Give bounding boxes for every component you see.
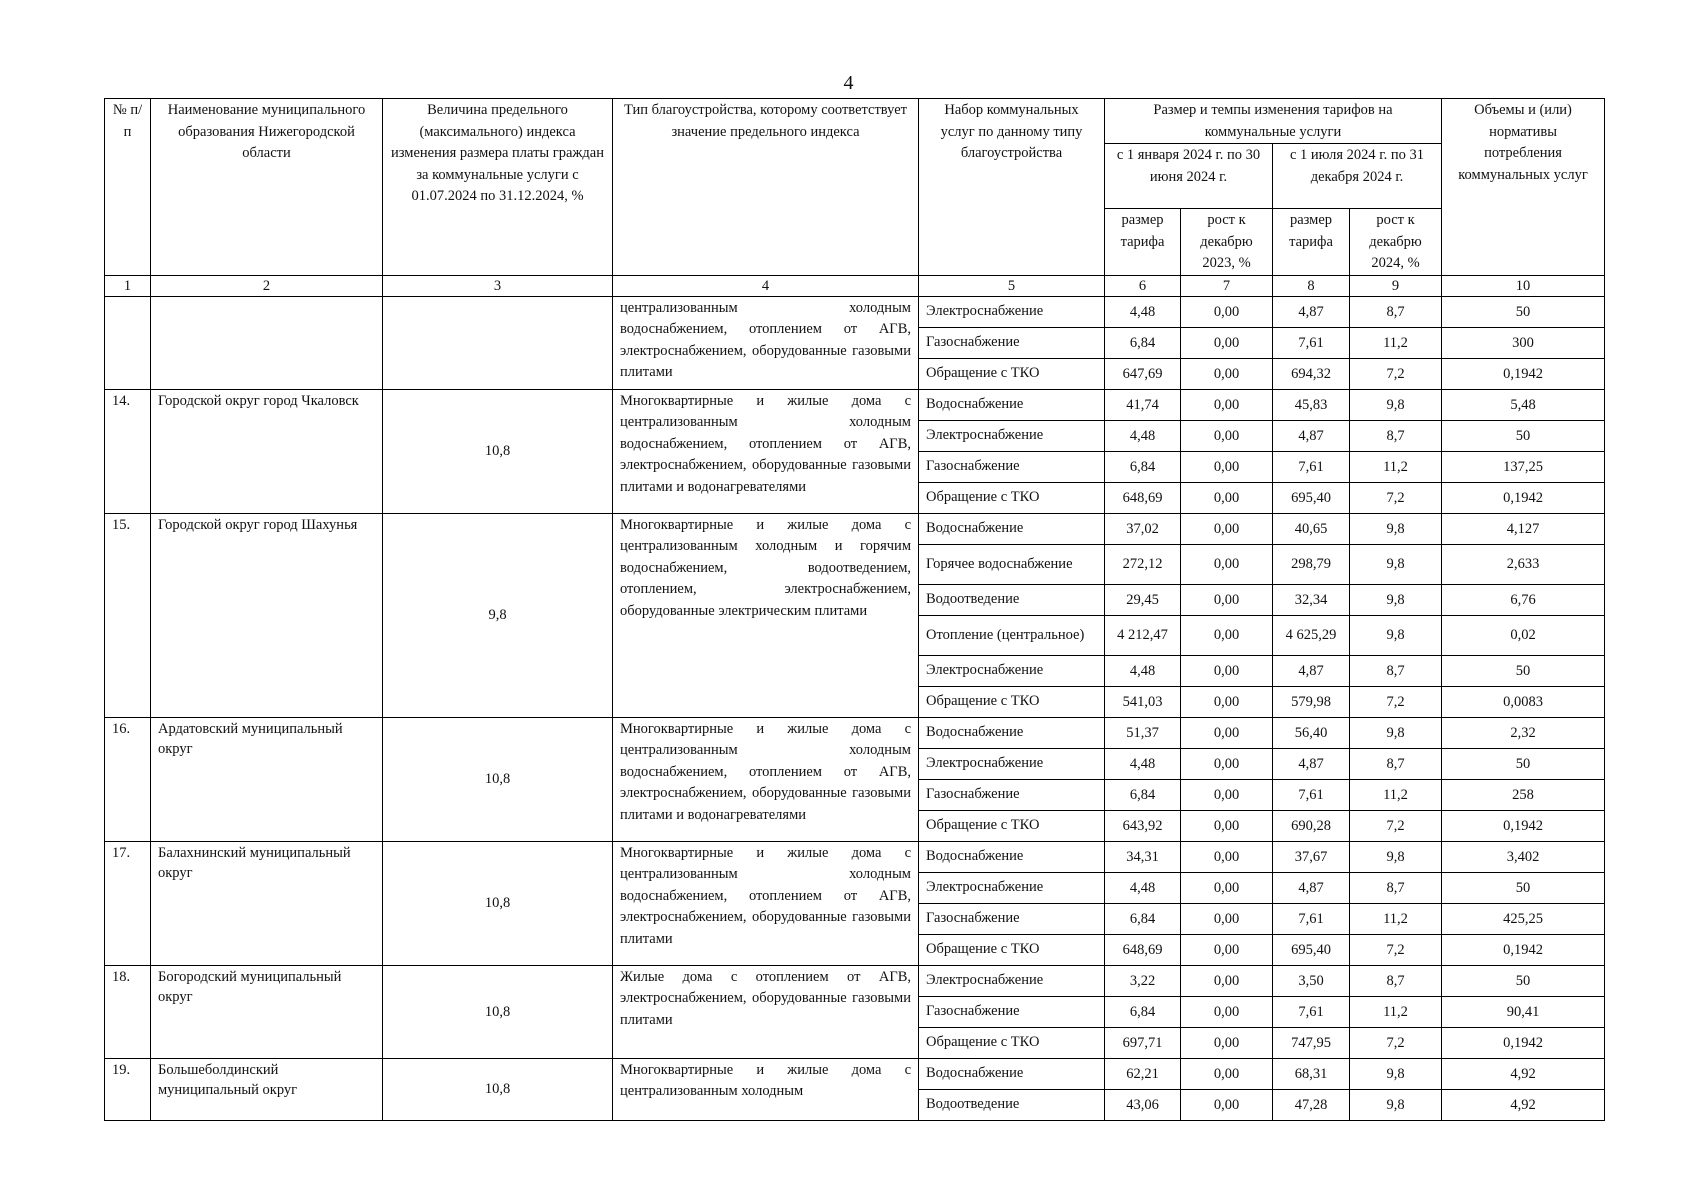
- table-row: [105, 513, 1605, 544]
- growth-second-half: 8,7: [1350, 296, 1442, 327]
- growth-first-half: 0,00: [1181, 934, 1273, 965]
- growth-second-half: 7,2: [1350, 358, 1442, 389]
- tariff-first-half: 4,48: [1105, 748, 1181, 779]
- row-number: [105, 296, 151, 389]
- consumption-norm: 50: [1442, 872, 1605, 903]
- max-index-value: 10,8: [383, 841, 613, 965]
- column-number: 6: [1105, 275, 1181, 296]
- growth-first-half: 0,00: [1181, 686, 1273, 717]
- consumption-norm: 90,41: [1442, 996, 1605, 1027]
- row-number: 14.: [105, 389, 151, 513]
- growth-second-half: 8,7: [1350, 965, 1442, 996]
- growth-first-half: 0,00: [1181, 841, 1273, 872]
- consumption-norm: 3,402: [1442, 841, 1605, 872]
- consumption-norm: 137,25: [1442, 451, 1605, 482]
- service-name: Электроснабжение: [919, 748, 1105, 779]
- service-name: Электроснабжение: [919, 872, 1105, 903]
- service-name: Обращение с ТКО: [919, 686, 1105, 717]
- tariff-second-half: 37,67: [1273, 841, 1350, 872]
- tariff-first-half: 648,69: [1105, 482, 1181, 513]
- tariff-first-half: 6,84: [1105, 779, 1181, 810]
- service-name: Электроснабжение: [919, 655, 1105, 686]
- max-index-value: 9,8: [383, 513, 613, 717]
- growth-second-half: 9,8: [1350, 841, 1442, 872]
- service-name: Газоснабжение: [919, 327, 1105, 358]
- column-number: 1: [105, 275, 151, 296]
- tariff-first-half: 6,84: [1105, 327, 1181, 358]
- tariff-first-half: 51,37: [1105, 717, 1181, 748]
- service-name: Электроснабжение: [919, 420, 1105, 451]
- growth-first-half: 0,00: [1181, 965, 1273, 996]
- header-tariff-changes: Размер и темпы изменения тарифов на коммунальные услуги: [1105, 99, 1442, 144]
- growth-first-half: 0,00: [1181, 717, 1273, 748]
- service-name: Водоснабжение: [919, 513, 1105, 544]
- tariff-second-half: 694,32: [1273, 358, 1350, 389]
- tariff-second-half: 747,95: [1273, 1027, 1350, 1058]
- growth-second-half: 9,8: [1350, 584, 1442, 615]
- table-row: [105, 717, 1605, 748]
- tariff-second-half: 68,31: [1273, 1058, 1350, 1089]
- growth-first-half: 0,00: [1181, 872, 1273, 903]
- growth-second-half: 11,2: [1350, 996, 1442, 1027]
- consumption-norm: 5,48: [1442, 389, 1605, 420]
- improvement-type: Многоквартирные и жилые дома с централизованным холодным водоснабжением, отоплением от АГВ, электроснабжением, оборудованные газовыми плитами и водонагревателями: [613, 389, 919, 513]
- tariff-second-half: 56,40: [1273, 717, 1350, 748]
- improvement-type: централизованным холодным водоснабжением, отоплением от АГВ, электроснабжением, оборудованные газовыми плитами: [613, 296, 919, 389]
- tariff-first-half: 541,03: [1105, 686, 1181, 717]
- tariff-second-half: 45,83: [1273, 389, 1350, 420]
- row-number: 16.: [105, 717, 151, 841]
- improvement-type: Жилые дома с отоплением от АГВ, электроснабжением, оборудованные газовыми плитами: [613, 965, 919, 1058]
- growth-first-half: 0,00: [1181, 584, 1273, 615]
- tariff-first-half: 4,48: [1105, 296, 1181, 327]
- service-name: Отопление (центральное): [919, 615, 1105, 655]
- tariff-second-half: 32,34: [1273, 584, 1350, 615]
- row-number: 17.: [105, 841, 151, 965]
- table-row: [105, 1058, 1605, 1089]
- service-name: Газоснабжение: [919, 451, 1105, 482]
- growth-second-half: 9,8: [1350, 513, 1442, 544]
- tariff-second-half: 3,50: [1273, 965, 1350, 996]
- tariff-first-half: 6,84: [1105, 903, 1181, 934]
- column-number: 5: [919, 275, 1105, 296]
- consumption-norm: 0,1942: [1442, 358, 1605, 389]
- growth-first-half: 0,00: [1181, 513, 1273, 544]
- consumption-norm: 50: [1442, 296, 1605, 327]
- consumption-norm: 258: [1442, 779, 1605, 810]
- max-index-value: 10,8: [383, 965, 613, 1058]
- consumption-norm: 0,1942: [1442, 810, 1605, 841]
- consumption-norm: 0,0083: [1442, 686, 1605, 717]
- row-number: 19.: [105, 1058, 151, 1120]
- tariff-first-half: 43,06: [1105, 1089, 1181, 1120]
- tariff-second-half: 579,98: [1273, 686, 1350, 717]
- max-index-value: 10,8: [383, 717, 613, 841]
- growth-second-half: 7,2: [1350, 934, 1442, 965]
- growth-second-half: 9,8: [1350, 615, 1442, 655]
- consumption-norm: 300: [1442, 327, 1605, 358]
- growth-first-half: 0,00: [1181, 996, 1273, 1027]
- table-row: [105, 389, 1605, 420]
- tariff-first-half: 62,21: [1105, 1058, 1181, 1089]
- growth-first-half: 0,00: [1181, 451, 1273, 482]
- header-period-second-half: с 1 июля 2024 г. по 31 декабря 2024 г.: [1273, 144, 1442, 209]
- growth-second-half: 9,8: [1350, 1058, 1442, 1089]
- service-name: Горячее водоснабжение: [919, 544, 1105, 584]
- growth-second-half: 9,8: [1350, 1089, 1442, 1120]
- tariff-first-half: 4,48: [1105, 655, 1181, 686]
- consumption-norm: 2,32: [1442, 717, 1605, 748]
- tariff-first-half: 41,74: [1105, 389, 1181, 420]
- growth-second-half: 9,8: [1350, 544, 1442, 584]
- header-period-first-half: с 1 января 2024 г. по 30 июня 2024 г.: [1105, 144, 1273, 209]
- tariff-second-half: 4,87: [1273, 872, 1350, 903]
- consumption-norm: 0,02: [1442, 615, 1605, 655]
- tariff-second-half: 7,61: [1273, 451, 1350, 482]
- header-max-index: Величина предельного (максимального) индекса изменения размера платы граждан за коммунальные услуги с 01.07.2024 по 31.12.2024, %: [383, 99, 613, 276]
- tariff-second-half: 298,79: [1273, 544, 1350, 584]
- max-index-value: 10,8: [383, 1058, 613, 1120]
- municipality-name: Богородский муниципальный округ: [151, 965, 383, 1058]
- tariff-first-half: 4,48: [1105, 872, 1181, 903]
- tariff-second-half: 7,61: [1273, 779, 1350, 810]
- growth-first-half: 0,00: [1181, 810, 1273, 841]
- growth-first-half: 0,00: [1181, 779, 1273, 810]
- tariff-first-half: 37,02: [1105, 513, 1181, 544]
- header-row-number: № п/п: [105, 99, 151, 276]
- consumption-norm: 50: [1442, 420, 1605, 451]
- growth-first-half: 0,00: [1181, 1089, 1273, 1120]
- growth-first-half: 0,00: [1181, 358, 1273, 389]
- header-consumption-norms: Объемы и (или) нормативы потребления коммунальных услуг: [1442, 99, 1605, 276]
- column-number: 2: [151, 275, 383, 296]
- tariff-second-half: 4 625,29: [1273, 615, 1350, 655]
- growth-first-half: 0,00: [1181, 327, 1273, 358]
- max-index-value: 10,8: [383, 389, 613, 513]
- improvement-type: Многоквартирные и жилые дома с централизованным холодным и горячим водоснабжением, водоотведением, отоплением, электроснабжением, оборудованные электрическим плитами: [613, 513, 919, 717]
- service-name: Водоотведение: [919, 584, 1105, 615]
- growth-second-half: 11,2: [1350, 903, 1442, 934]
- municipality-name: [151, 296, 383, 389]
- tariff-first-half: 3,22: [1105, 965, 1181, 996]
- tariff-second-half: 4,87: [1273, 420, 1350, 451]
- consumption-norm: 0,1942: [1442, 934, 1605, 965]
- service-name: Электроснабжение: [919, 965, 1105, 996]
- growth-second-half: 7,2: [1350, 1027, 1442, 1058]
- tariff-second-half: 4,87: [1273, 748, 1350, 779]
- service-name: Водоснабжение: [919, 389, 1105, 420]
- consumption-norm: 6,76: [1442, 584, 1605, 615]
- growth-first-half: 0,00: [1181, 655, 1273, 686]
- improvement-type: Многоквартирные и жилые дома с централизованным холодным: [613, 1058, 919, 1120]
- column-numbers-row: [105, 275, 1605, 296]
- service-name: Газоснабжение: [919, 903, 1105, 934]
- municipality-name: Балахнинский муниципальный округ: [151, 841, 383, 965]
- consumption-norm: 425,25: [1442, 903, 1605, 934]
- growth-second-half: 11,2: [1350, 327, 1442, 358]
- growth-first-half: 0,00: [1181, 903, 1273, 934]
- column-number: 9: [1350, 275, 1442, 296]
- tariff-table: [104, 98, 1605, 1121]
- service-name: Обращение с ТКО: [919, 358, 1105, 389]
- growth-second-half: 11,2: [1350, 451, 1442, 482]
- column-number: 10: [1442, 275, 1605, 296]
- tariff-first-half: 272,12: [1105, 544, 1181, 584]
- growth-second-half: 7,2: [1350, 482, 1442, 513]
- tariff-first-half: 6,84: [1105, 996, 1181, 1027]
- tariff-second-half: 7,61: [1273, 996, 1350, 1027]
- growth-second-half: 8,7: [1350, 748, 1442, 779]
- tariff-second-half: 40,65: [1273, 513, 1350, 544]
- growth-first-half: 0,00: [1181, 1027, 1273, 1058]
- consumption-norm: 2,633: [1442, 544, 1605, 584]
- table-row: [105, 965, 1605, 996]
- growth-second-half: 9,8: [1350, 389, 1442, 420]
- municipality-name: Городской округ город Шахунья: [151, 513, 383, 717]
- consumption-norm: 4,92: [1442, 1058, 1605, 1089]
- service-name: Обращение с ТКО: [919, 482, 1105, 513]
- row-number: 18.: [105, 965, 151, 1058]
- growth-first-half: 0,00: [1181, 1058, 1273, 1089]
- header-tariff-size-1: размер тарифа: [1105, 209, 1181, 276]
- column-number: 7: [1181, 275, 1273, 296]
- header-improvement-type: Тип благоустройства, которому соответствует значение предельного индекса: [613, 99, 919, 276]
- header-growth-1: рост к декабрю 2023, %: [1181, 209, 1273, 276]
- header-growth-2: рост к декабрю 2024, %: [1350, 209, 1442, 276]
- growth-second-half: 8,7: [1350, 655, 1442, 686]
- tariff-second-half: 690,28: [1273, 810, 1350, 841]
- table-row: [105, 296, 1605, 327]
- growth-second-half: 8,7: [1350, 872, 1442, 903]
- growth-second-half: 7,2: [1350, 810, 1442, 841]
- growth-first-half: 0,00: [1181, 748, 1273, 779]
- growth-first-half: 0,00: [1181, 420, 1273, 451]
- growth-second-half: 8,7: [1350, 420, 1442, 451]
- growth-first-half: 0,00: [1181, 615, 1273, 655]
- consumption-norm: 50: [1442, 655, 1605, 686]
- tariff-first-half: 648,69: [1105, 934, 1181, 965]
- service-name: Водоснабжение: [919, 717, 1105, 748]
- consumption-norm: 50: [1442, 965, 1605, 996]
- column-number: 4: [613, 275, 919, 296]
- tariff-second-half: 4,87: [1273, 296, 1350, 327]
- service-name: Газоснабжение: [919, 779, 1105, 810]
- column-number: 8: [1273, 275, 1350, 296]
- tariff-second-half: 7,61: [1273, 903, 1350, 934]
- improvement-type: Многоквартирные и жилые дома с централизованным холодным водоснабжением, отоплением от АГВ, электроснабжением, оборудованные газовыми плитами: [613, 841, 919, 965]
- table-header: [105, 99, 1605, 297]
- tariff-second-half: 695,40: [1273, 934, 1350, 965]
- tariff-second-half: 4,87: [1273, 655, 1350, 686]
- tariff-first-half: 643,92: [1105, 810, 1181, 841]
- tariff-first-half: 29,45: [1105, 584, 1181, 615]
- table-row: [105, 841, 1605, 872]
- improvement-type: Многоквартирные и жилые дома с централизованным холодным водоснабжением, отоплением от АГВ, электроснабжением, оборудованные газовыми плитами и водонагревателями: [613, 717, 919, 841]
- tariff-first-half: 34,31: [1105, 841, 1181, 872]
- service-name: Электроснабжение: [919, 296, 1105, 327]
- consumption-norm: 0,1942: [1442, 1027, 1605, 1058]
- column-number: 3: [383, 275, 613, 296]
- municipality-name: Городской округ город Чкаловск: [151, 389, 383, 513]
- municipality-name: Ардатовский муниципальный округ: [151, 717, 383, 841]
- consumption-norm: 50: [1442, 748, 1605, 779]
- table-body: [105, 296, 1605, 1120]
- growth-first-half: 0,00: [1181, 296, 1273, 327]
- tariff-first-half: 6,84: [1105, 451, 1181, 482]
- growth-second-half: 7,2: [1350, 686, 1442, 717]
- municipality-name: Большеболдинский муниципальный округ: [151, 1058, 383, 1120]
- service-name: Обращение с ТКО: [919, 810, 1105, 841]
- page-number: 4: [843, 72, 854, 94]
- tariff-first-half: 647,69: [1105, 358, 1181, 389]
- service-name: Обращение с ТКО: [919, 1027, 1105, 1058]
- growth-first-half: 0,00: [1181, 389, 1273, 420]
- tariff-first-half: 697,71: [1105, 1027, 1181, 1058]
- tariff-first-half: 4 212,47: [1105, 615, 1181, 655]
- tariff-first-half: 4,48: [1105, 420, 1181, 451]
- service-name: Водоотведение: [919, 1089, 1105, 1120]
- service-name: Водоснабжение: [919, 841, 1105, 872]
- row-number: 15.: [105, 513, 151, 717]
- growth-first-half: 0,00: [1181, 482, 1273, 513]
- header-tariff-size-2: размер тарифа: [1273, 209, 1350, 276]
- tariff-second-half: 47,28: [1273, 1089, 1350, 1120]
- growth-second-half: 9,8: [1350, 717, 1442, 748]
- service-name: Обращение с ТКО: [919, 934, 1105, 965]
- header-service-set: Набор коммунальных услуг по данному типу благоустройства: [919, 99, 1105, 276]
- service-name: Газоснабжение: [919, 996, 1105, 1027]
- tariff-second-half: 695,40: [1273, 482, 1350, 513]
- consumption-norm: 4,127: [1442, 513, 1605, 544]
- service-name: Водоснабжение: [919, 1058, 1105, 1089]
- tariff-second-half: 7,61: [1273, 327, 1350, 358]
- consumption-norm: 4,92: [1442, 1089, 1605, 1120]
- max-index-value: [383, 296, 613, 389]
- growth-second-half: 11,2: [1350, 779, 1442, 810]
- growth-first-half: 0,00: [1181, 544, 1273, 584]
- header-municipality: Наименование муниципального образования Нижегородской области: [151, 99, 383, 276]
- consumption-norm: 0,1942: [1442, 482, 1605, 513]
